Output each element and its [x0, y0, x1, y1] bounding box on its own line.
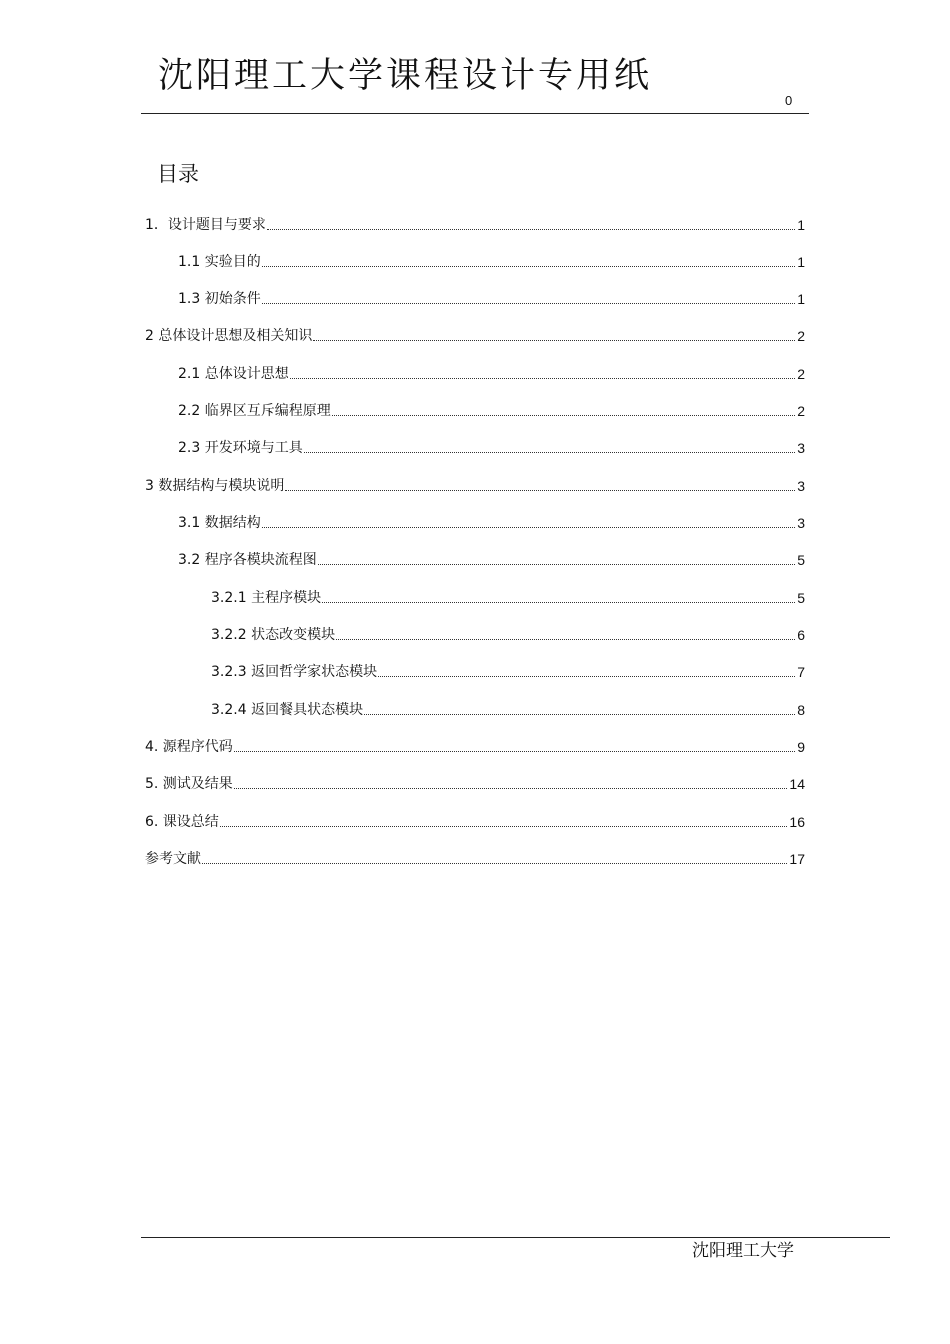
toc-entry-page: 1 [797, 217, 805, 233]
toc-entry-label: 3.1 数据结构 [178, 515, 261, 531]
toc-entry-label: 1．设计题目与要求 [145, 217, 266, 233]
toc-entry-label: 2.3 开发环境与工具 [178, 440, 303, 456]
toc-entry[interactable] [145, 810, 805, 832]
toc-dot-leader [262, 266, 795, 267]
toc-dot-leader [202, 863, 787, 864]
toc-entry[interactable] [145, 735, 805, 757]
toc-entry-page: 8 [797, 702, 805, 718]
toc-dot-leader [290, 378, 795, 379]
toc-heading: 目录 [157, 162, 199, 186]
toc-entry-label: 3.2.2 状态改变模块 [211, 627, 336, 643]
toc-entry-page: 1 [797, 254, 805, 270]
toc-entry-label: 3 数据结构与模块说明 [145, 478, 285, 494]
toc-entry-label: 4. 源程序代码 [145, 739, 233, 755]
toc-entry[interactable] [178, 250, 805, 272]
toc-dot-leader [364, 714, 795, 715]
toc-dot-leader [336, 639, 795, 640]
toc-entry-page: 2 [797, 366, 805, 382]
toc-dot-leader [220, 826, 788, 827]
toc-entry-label: 参考文献 [145, 851, 201, 867]
footer-text: 沈阳理工大学 [692, 1241, 794, 1261]
toc-entry[interactable] [211, 660, 805, 682]
toc-dot-leader [304, 452, 795, 453]
toc-entry-page: 2 [797, 328, 805, 344]
toc-entry-label: 3.2.1 主程序模块 [211, 590, 322, 606]
footer-divider [141, 1237, 890, 1238]
toc-dot-leader [267, 229, 795, 230]
toc-entry-page: 6 [797, 627, 805, 643]
toc-entry-page: 5 [797, 590, 805, 606]
toc-dot-leader [234, 788, 788, 789]
toc-entry-page: 17 [789, 851, 805, 867]
toc-dot-leader [322, 602, 795, 603]
toc-entry-label: 6. 课设总结 [145, 814, 219, 830]
toc-entry-label: 2.1 总体设计思想 [178, 366, 289, 382]
toc-entry-label: 3.2.4 返回餐具状态模块 [211, 702, 364, 718]
toc-entry[interactable] [211, 586, 805, 608]
toc-entry-page: 14 [789, 776, 805, 792]
toc-entry-label: 5. 测试及结果 [145, 776, 233, 792]
toc-entry[interactable] [178, 362, 805, 384]
toc-entry-page: 9 [797, 739, 805, 755]
toc-entry[interactable] [211, 623, 805, 645]
toc-entry-page: 1 [797, 291, 805, 307]
toc-dot-leader [234, 751, 795, 752]
page-number: 0 [785, 93, 793, 108]
toc-entry-label: 1.1 实验目的 [178, 254, 261, 270]
toc-dot-leader [378, 676, 795, 677]
toc-entry-page: 5 [797, 552, 805, 568]
toc-entry[interactable] [178, 548, 805, 570]
toc-entry-label: 1.3 初始条件 [178, 291, 261, 307]
toc-entry-label: 3.2 程序各模块流程图 [178, 552, 317, 568]
toc-entry-label: 3.2.3 返回哲学家状态模块 [211, 664, 378, 680]
toc-entry[interactable] [145, 324, 805, 346]
toc-entry-label: 2 总体设计思想及相关知识 [145, 328, 313, 344]
toc-entry[interactable] [178, 287, 805, 309]
toc-dot-leader [313, 340, 795, 341]
toc-dot-leader [262, 527, 795, 528]
toc-entry-page: 7 [797, 664, 805, 680]
toc-entry-page: 3 [797, 515, 805, 531]
toc-entry[interactable] [178, 511, 805, 533]
toc-entry-page: 3 [797, 440, 805, 456]
toc-entry[interactable] [178, 399, 805, 421]
toc-dot-leader [318, 564, 795, 565]
toc-entry[interactable] [145, 847, 805, 869]
toc-entry[interactable] [211, 698, 805, 720]
toc-dot-leader [332, 415, 795, 416]
toc-entry-page: 16 [789, 814, 805, 830]
toc-dot-leader [285, 490, 795, 491]
header-title: 沈阳理工大学课程设计专用纸 [158, 56, 653, 96]
toc-entry-page: 3 [797, 478, 805, 494]
toc-entry[interactable] [178, 436, 805, 458]
toc-entry[interactable] [145, 213, 805, 235]
toc-entry[interactable] [145, 474, 805, 496]
toc-entry-label: 2.2 临界区互斥编程原理 [178, 403, 331, 419]
toc-entry[interactable] [145, 772, 805, 794]
toc-dot-leader [262, 303, 795, 304]
toc-entry-page: 2 [797, 403, 805, 419]
